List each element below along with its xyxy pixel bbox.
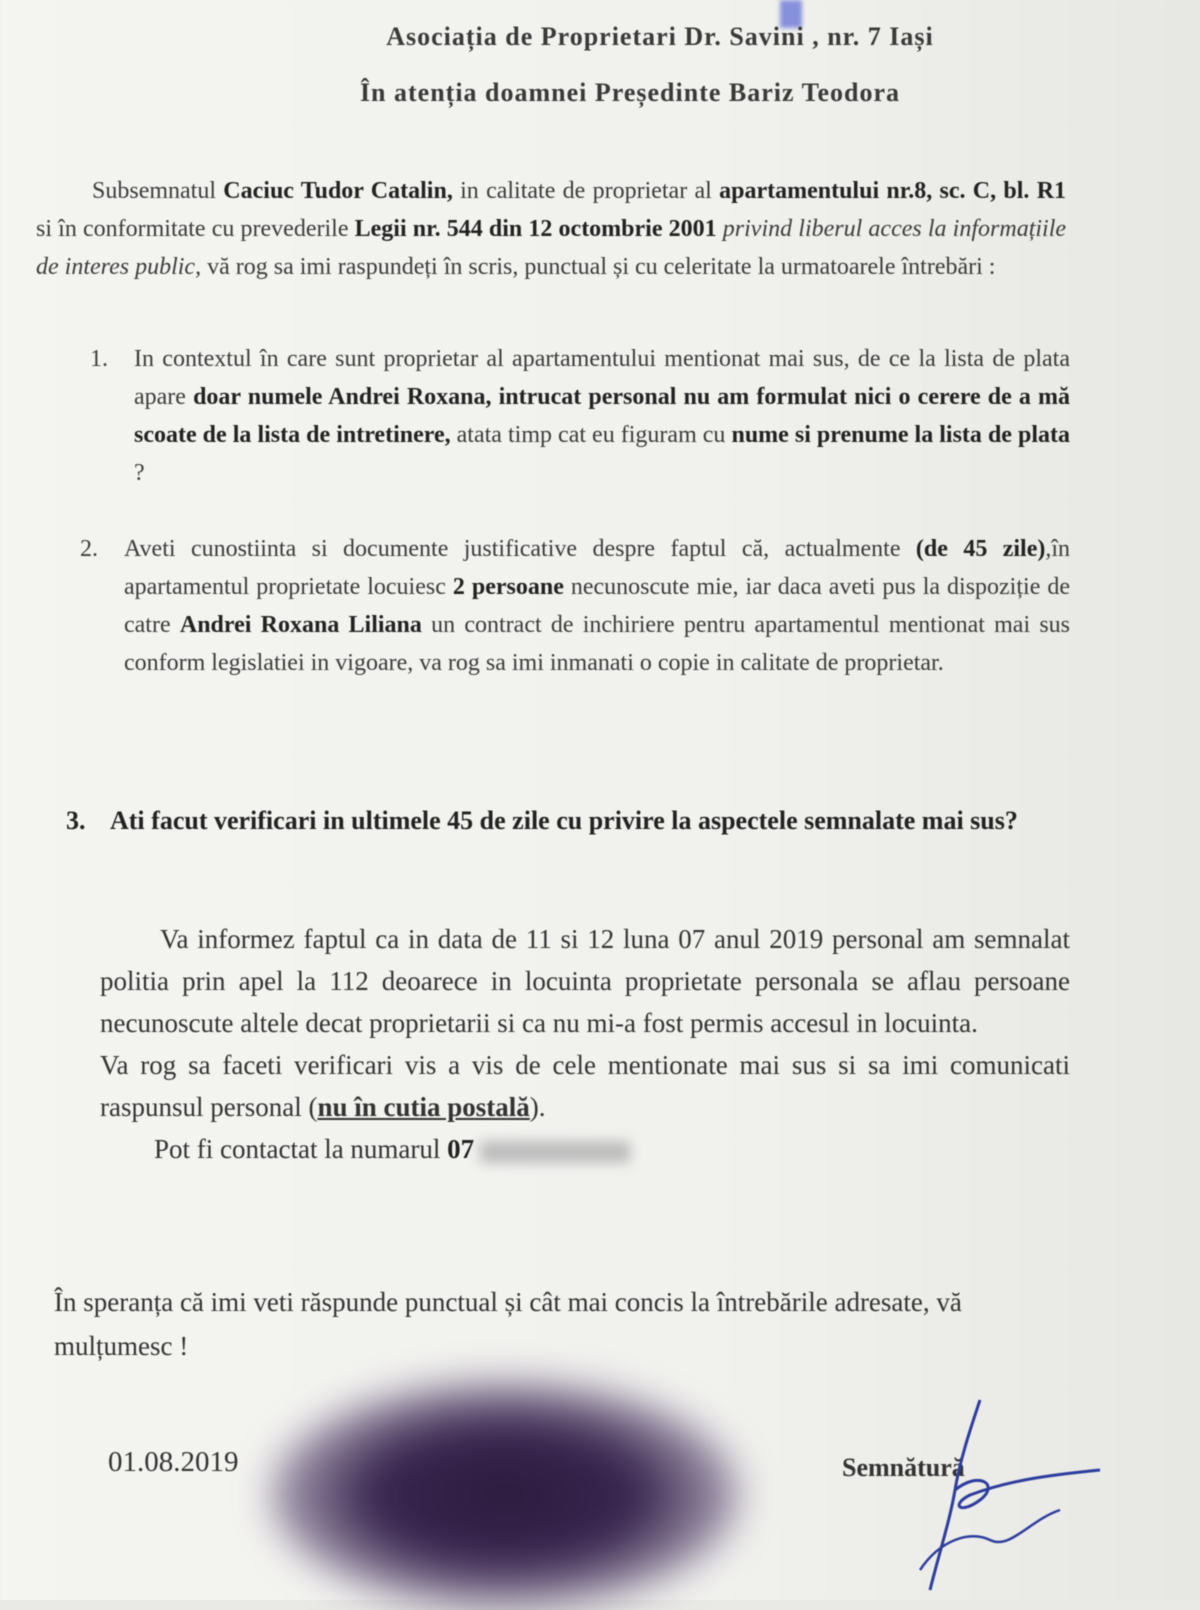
q1-text-3: ?: [134, 460, 145, 486]
question-3: [66, 800, 1066, 842]
q2-bold-1: (de 45 zile): [915, 536, 1046, 562]
contact-line: [100, 1128, 1070, 1170]
law-title: privind liberul acces la informațiile de interes public,: [36, 216, 1067, 280]
body-paragraph-1: Va informez faptul ca in data de 11 si 12 luna 07 anul 2019 personal am semnalat politia prin apel la 112 deoarece in locuinta proprietate personala se aflau persoane necunoscute altele decat proprietarii si ca nu mi-a fost permis accesul in locuinta.: [100, 924, 1070, 1038]
q2-text-2: ,în apartamentul proprietate locuiesc: [124, 536, 1071, 600]
intro-text-1: Subsemnatul: [92, 178, 216, 204]
contact-text: Pot fi contactat la numarul: [154, 1134, 441, 1164]
question-3-text: Ati facut verificari in ultimele 45 de zile cu privire la aspectele semnalate mai sus?: [110, 806, 1018, 835]
petitioner-name: Caciuc Tudor Catalin,: [223, 178, 453, 204]
intro-paragraph: [36, 172, 1066, 286]
apartment-ref: apartamentului nr.8, sc. C, bl. R1: [719, 178, 1067, 204]
body-p2-text: Va rog sa faceti verificari vis a vis de cele mentionate mai sus si sa imi comunicati raspunsul personal (: [100, 1050, 1070, 1122]
document-date: 01.08.2019: [108, 1446, 239, 1478]
not-mailbox-note: nu în cutia postală: [317, 1092, 530, 1122]
question-3-body: [100, 918, 1070, 1170]
intro-text-3: si în conformitate cu prevederile: [36, 216, 349, 242]
q2-text-3: necunoscute mie, iar daca aveti pus la dispoziție de catre: [124, 574, 1070, 638]
body-paragraph-2: [100, 1044, 1070, 1128]
intro-text-4: vă rog sa imi raspundeți în scris, punctual și cu celeritate la urmatoarele întrebări :: [207, 254, 996, 280]
q2-bold-2: 2 persoane: [452, 574, 564, 600]
q1-text-1: In contextul în care sunt proprietar al apartamentului mentionat mai sus, de ce la lista de plata apare: [134, 346, 1070, 410]
header-association: Asociația de Proprietari Dr. Savini , nr. 7 Iași: [386, 22, 934, 51]
law-ref: Legii nr. 544: [354, 216, 483, 242]
closing-paragraph: [0, 1280, 1080, 1368]
question-1-number: 1.: [90, 346, 108, 372]
q1-bold-1: doar numele Andrei Roxana, intrucat personal nu am formulat nici o cerere de a mă scoate de la lista de intretinere,: [134, 384, 1071, 448]
header-attention: În atenția doamnei Președinte Bariz Teodora: [359, 78, 901, 107]
handwritten-signature: [860, 1390, 1120, 1600]
q1-bold-2: nume si prenume la lista de plata: [731, 422, 1071, 448]
phone-prefix: 07: [447, 1134, 475, 1164]
question-2: [80, 530, 1070, 682]
question-3-number: 3.: [66, 806, 86, 835]
q2-bold-3: Andrei Roxana Liliana: [179, 612, 422, 638]
intro-text-2: in calitate de proprietar al: [460, 178, 712, 204]
finger-shadow: [270, 1380, 740, 1610]
question-2-number: 2.: [80, 536, 98, 562]
closing-text: În speranța că imi veti răspunde punctual și cât mai concis la întrebările adresate, vă mulțumesc !: [54, 1287, 962, 1361]
law-date: din 12 octombrie 2001: [488, 216, 717, 242]
signature-label: Semnătură: [842, 1453, 965, 1482]
q2-text-1: Aveti cunostiinta si documente justificative despre faptul că, actualmente: [124, 536, 901, 562]
q1-text-2: atata timp cat eu figuram cu: [456, 422, 726, 448]
phone-redaction: [480, 1141, 630, 1163]
body-p2-end: ).: [529, 1092, 546, 1122]
q2-text-4: un contract de inchiriere pentru apartamentul mentionat mai sus conform legislatiei in vigoare, va rog sa imi inmanati o copie in calitate de proprietar.: [124, 612, 1071, 676]
question-1: [90, 340, 1070, 492]
